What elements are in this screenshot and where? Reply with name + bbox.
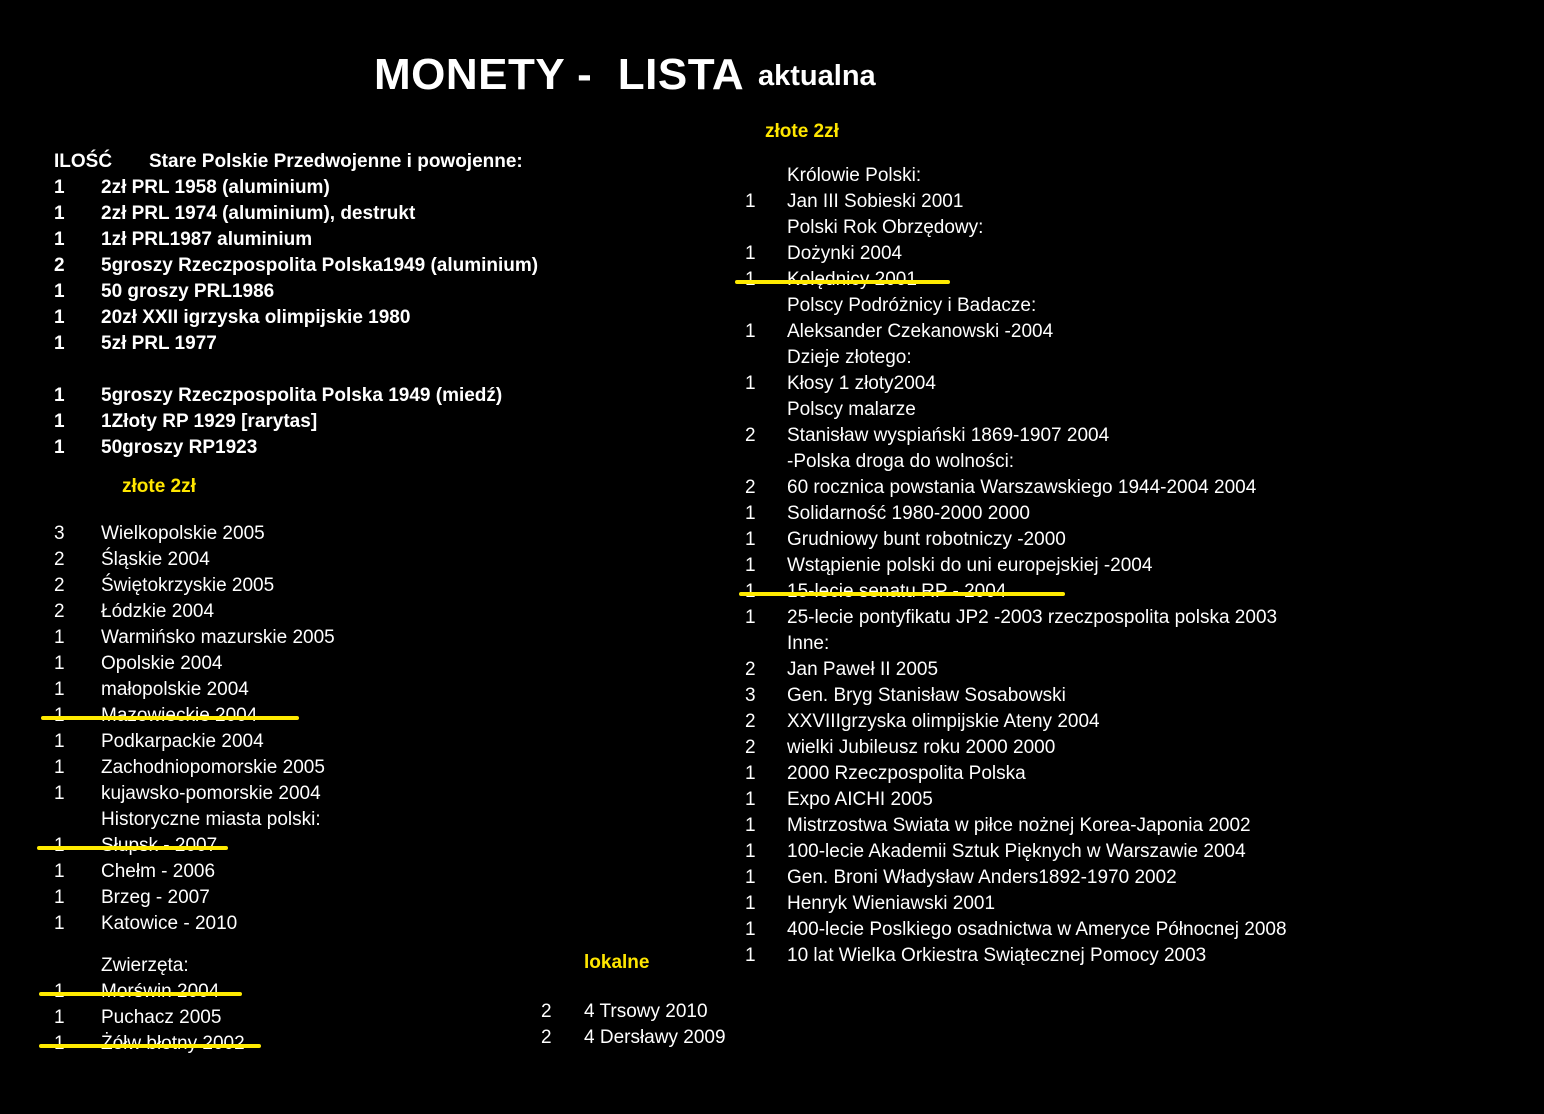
page-title: MONETY - LISTA: [374, 50, 745, 99]
qty-column-header: ILOŚĆ: [54, 151, 113, 172]
right-section-title: złote 2zł: [765, 121, 839, 142]
animals-heading: Zwierzęta:: [101, 955, 189, 976]
page-subtitle: aktualna: [758, 60, 876, 92]
old-coins-heading: Stare Polskie Przedwojenne i powojenne:: [149, 151, 523, 172]
local-section-title: lokalne: [584, 952, 650, 973]
left-section-title: złote 2zł: [122, 476, 196, 497]
cities-heading: Historyczne miasta polski:: [101, 809, 321, 830]
